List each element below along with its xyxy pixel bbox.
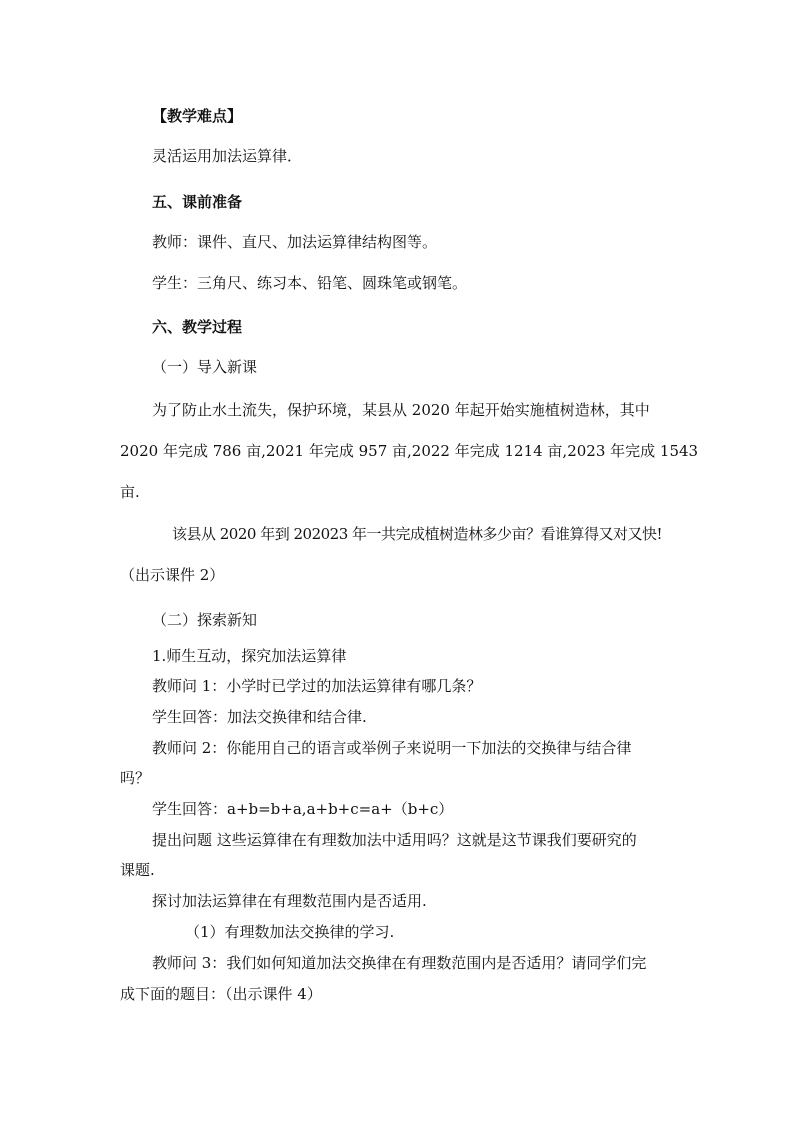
question-line2: （出示课件 2） xyxy=(120,566,225,584)
intro-paragraph-line2 xyxy=(120,441,699,461)
section5-title: 五、课前准备 xyxy=(152,193,243,211)
intro-paragraph-line1: 为了防止水土流失，保护环境，某县从 2020 年起开始实施植树造林，其中 xyxy=(152,401,650,419)
difficulty-text: 灵活运用加法运算律． xyxy=(152,147,303,165)
intro-paragraph-line3: 亩. xyxy=(120,483,140,501)
teacher-question-2-line2: 吗？ xyxy=(120,769,151,787)
intro-2021-text: 2021 年完成 957 亩, xyxy=(265,442,412,460)
question-line1: 该县从 2020 年到 202023 年一共完成植树造林多少亩？看谁算得又对又快! xyxy=(172,525,663,543)
student-answer-1: 学生回答：加法交换律和结合律. xyxy=(152,708,367,726)
teacher-question-3-line2: 成下面的题目：（出示课件 4） xyxy=(120,985,322,1003)
student-answer-2: 学生回答：a+b=b+a,a+b+c=a+（b+c） xyxy=(152,800,454,818)
prep-student: 学生：三角尺、练习本、铅笔、圆珠笔或钢笔。 xyxy=(152,274,468,292)
teacher-question-1: 教师问 1：小学时已学过的加法运算律有哪几条？ xyxy=(152,677,482,695)
sub-heading-1: （1）有理数加法交换律的学习. xyxy=(185,923,395,941)
part2-title: （二）探索新知 xyxy=(152,611,258,629)
intro-2022-text: 2022 年完成 1214 亩, xyxy=(411,442,568,460)
teacher-question-3-line1: 教师问 3：我们如何知道加法交换律在有理数范围内是否适用？请同学们完 xyxy=(152,954,647,972)
problem-line2: 课题. xyxy=(120,861,155,879)
intro-2020-text: 2020 年完成 786 亩, xyxy=(120,442,266,460)
teacher-question-2-line1: 教师问 2：你能用自己的语言或举例子来说明一下加法的交换律与结合律 xyxy=(152,739,632,757)
intro-2023-text: 2023 年完成 1543 xyxy=(567,442,699,460)
explore-text: 探讨加法运算律在有理数范围内是否适用. xyxy=(152,892,427,910)
prep-teacher: 教师：课件、直尺、加法运算律结构图等。 xyxy=(152,233,438,251)
difficulty-heading: 【教学难点】 xyxy=(152,107,243,125)
item1-heading: 1.师生互动，探究加法运算律 xyxy=(152,647,347,665)
part1-title: （一）导入新课 xyxy=(152,358,258,376)
section6-title: 六、教学过程 xyxy=(152,318,243,336)
problem-line1: 提出问题 这些运算律在有理数加法中适用吗？这就是这节课我们要研究的 xyxy=(152,831,637,849)
